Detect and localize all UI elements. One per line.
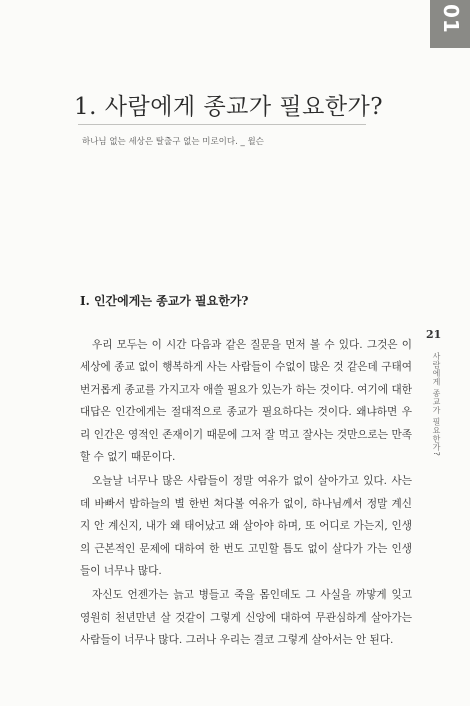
title-divider xyxy=(78,124,366,125)
section-heading: I. 인간에게는 종교가 필요한가? xyxy=(80,294,249,308)
epigraph: 하나님 없는 세상은 탈출구 없는 미로이다. _ 윌슨 xyxy=(82,137,264,147)
paragraph: 자신도 언젠가는 늙고 병들고 죽을 몸인데도 그 사실을 까맣게 잊고 영원히 천년만년 살 것같이 그렇게 신앙에 대하여 무관심하게 살아가는 사람들이 너무나 많다. 그러나 우리는 결코 그렇게 살아서는 안 된다. xyxy=(80,589,412,647)
body-text xyxy=(80,334,412,654)
paragraph: 우리 모두는 이 시간 다음과 같은 질문을 먼저 볼 수 있다. 그것은 이 세상에 종교 없이 행복하게 사는 사람들이 수없이 많은 것 같은데 구태여 번거롭게 종교를 가지고자 애쓸 필요가 있는가 하는 것이다. 여기에 대한 대답은 인간에게는 절대적으로 종교가 필요하다는 것이다. 왜냐하면 우리 인간은 영적인 존재이기 때문에 그저 잘 먹고 잘사는 것만으로는 만족할 수 없기 때문이다. xyxy=(80,339,412,464)
chapter-tab-number: 01 xyxy=(439,4,463,34)
paragraph: 오늘날 너무나 많은 사람들이 정말 여유가 없이 살아가고 있다. 사는 데 바빠서 밤하늘의 별 한번 쳐다볼 여유가 없이, 하나님께서 정말 계신지 안 계신지, 내가 왜 태어났고 왜 살아야 하며, 또 어디로 가는지, 인생의 근본적인 문제에 대하여 한 번도 고민할 틈도 없이 살다가 가는 인생들이 너무나 많다. xyxy=(80,475,412,578)
chapter-tab xyxy=(430,0,470,48)
running-head: 사람에게 종교가 필요한가? xyxy=(432,352,441,457)
chapter-title: 1. 사람에게 종교가 필요한가? xyxy=(74,94,384,120)
page-number: 21 xyxy=(426,328,442,341)
